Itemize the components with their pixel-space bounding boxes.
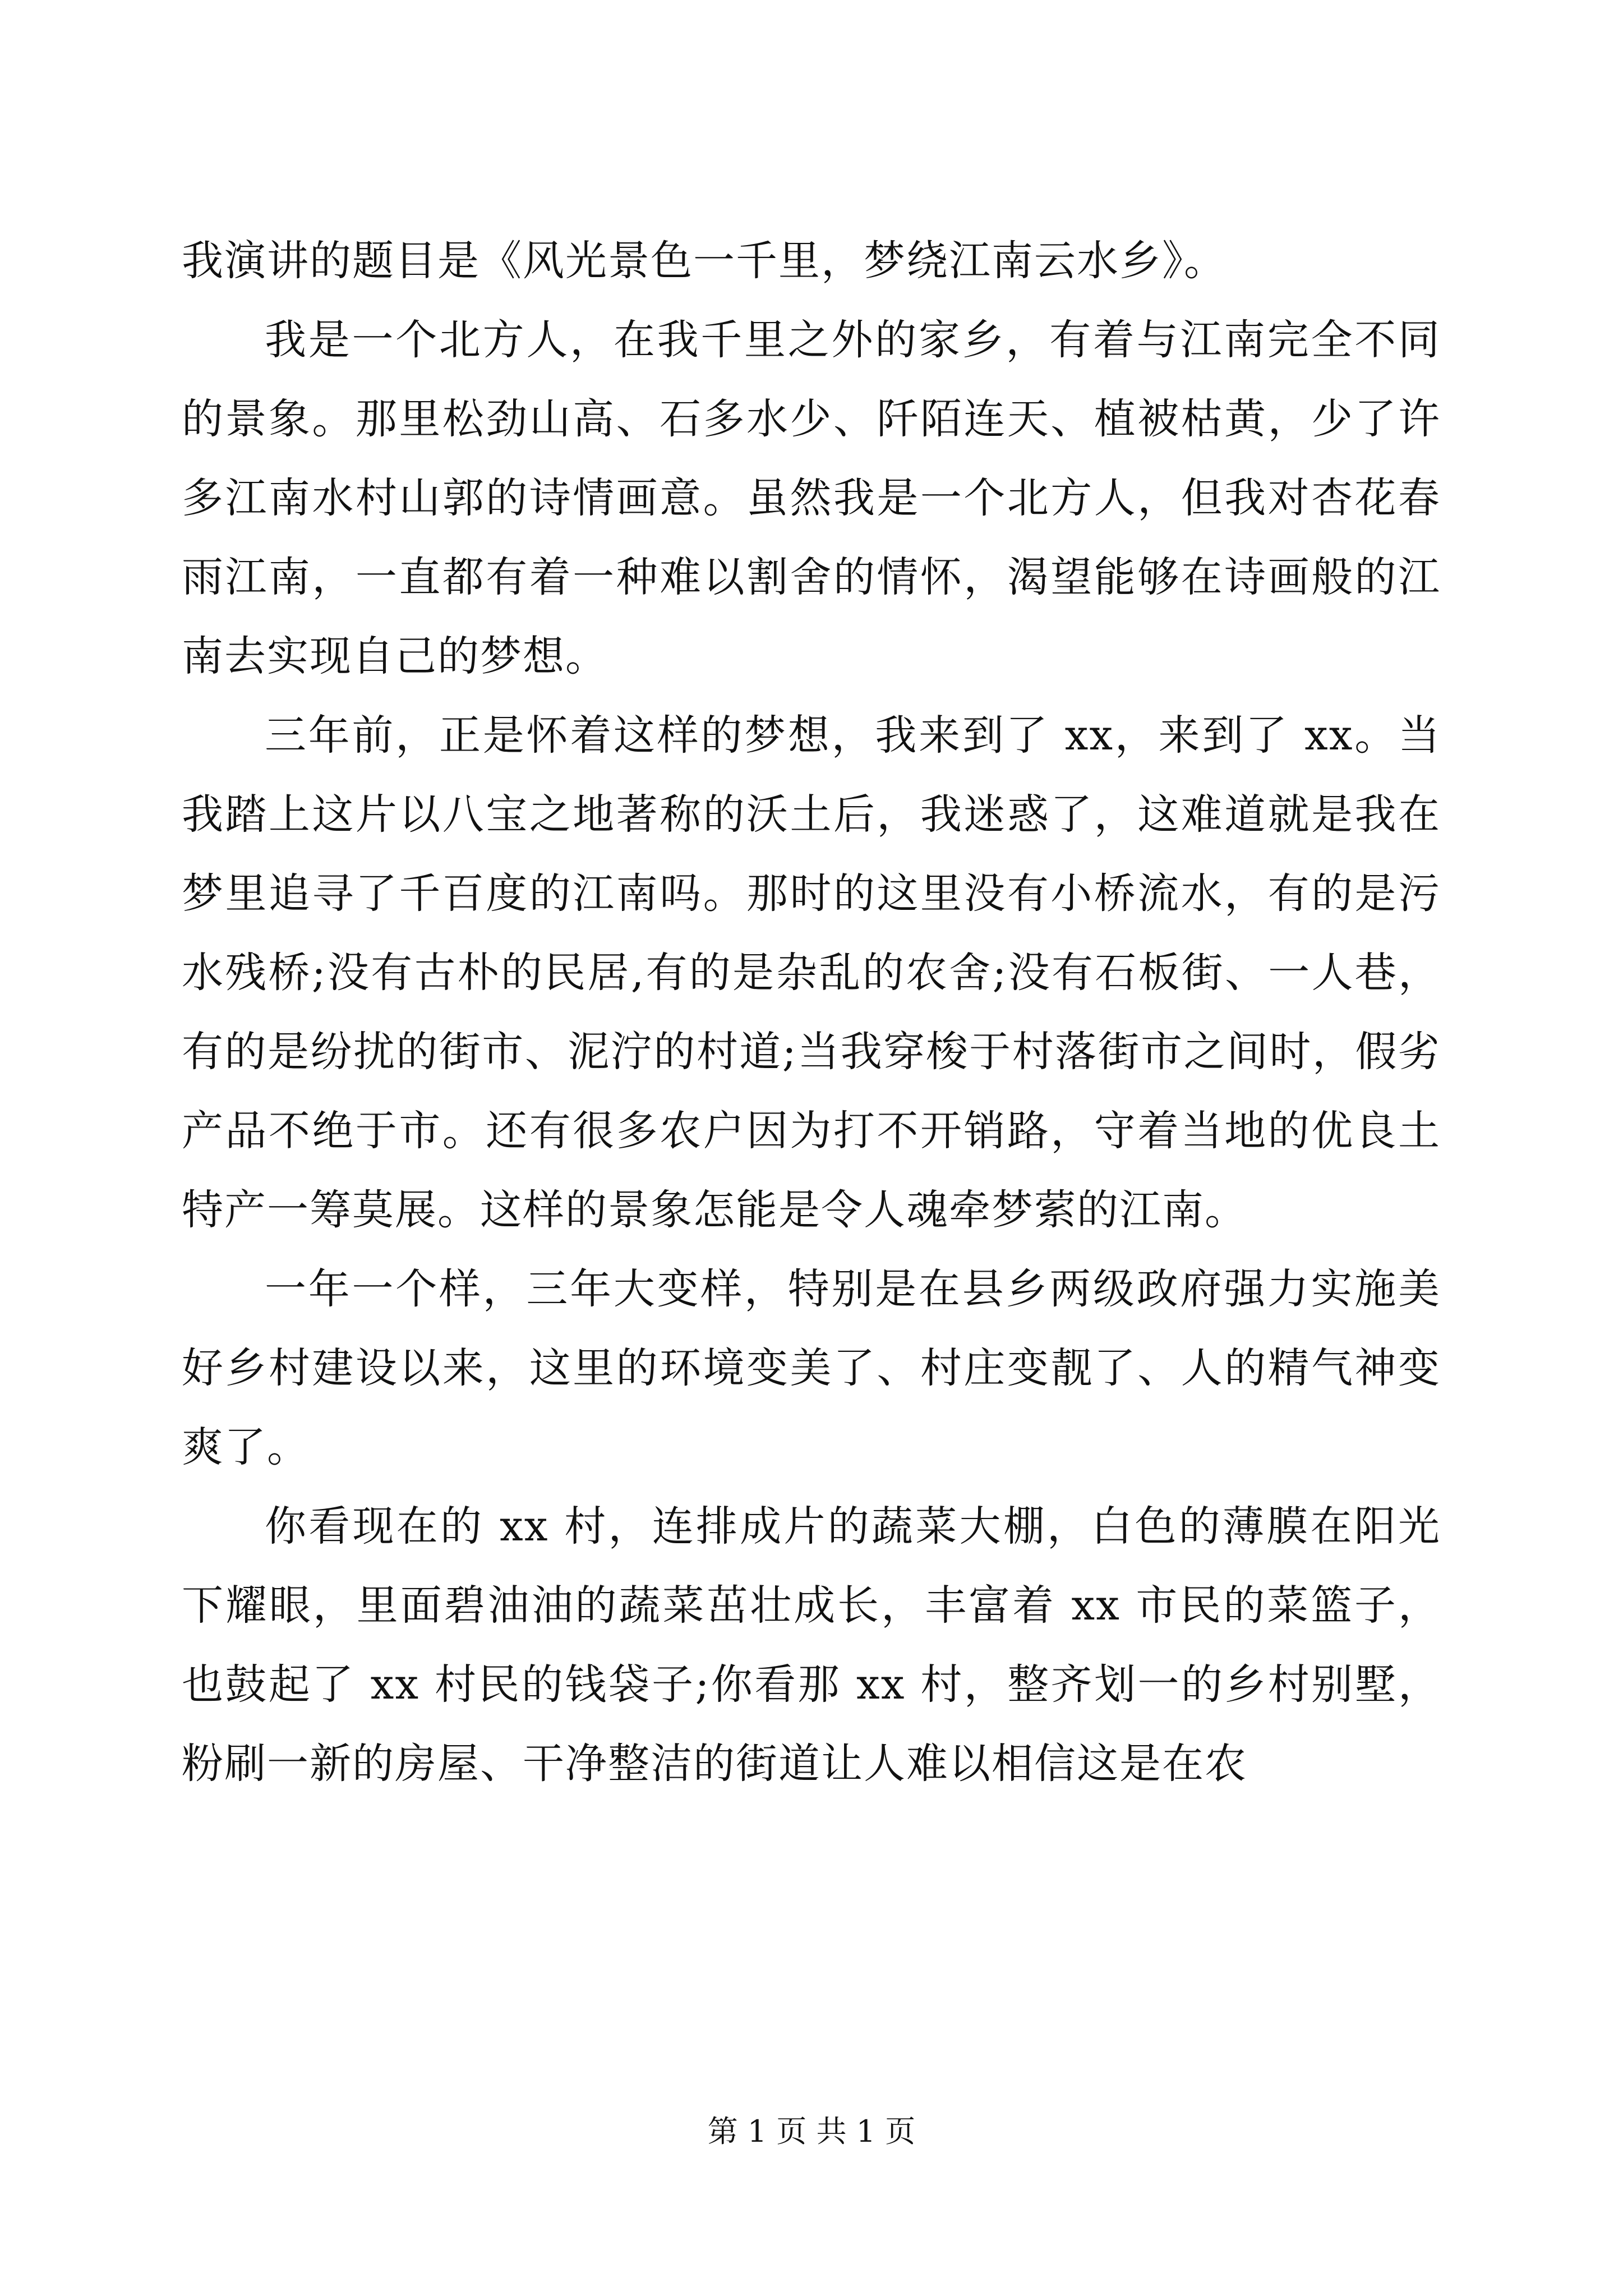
page-number-footer: 第 1 页 共 1 页	[707, 2114, 916, 2149]
paragraph: 一年一个样，三年大变样，特别是在县乡两级政府强力实施美好乡村建设以来，这里的环境变美了、村庄变靓了、人的精气神变爽了。	[182, 1265, 1441, 1471]
paragraph: 我是一个北方人，在我千里之外的家乡，有着与江南完全不同的景象。那里松劲山高、石多水少、阡陌连天、植被枯黄，少了许多江南水村山郭的诗情画意。虽然我是一个北方人，但我对杏花春雨江南，一直都有着一种难以割舍的情怀，渴望能够在诗画般的江南去实现自己的梦想。	[182, 316, 1441, 680]
paragraph-title-line: 我演讲的题目是《风光景色一千里，梦绕江南云水乡》。	[182, 237, 1227, 285]
document-body	[182, 222, 1441, 1803]
paragraph: 三年前，正是怀着这样的梦想，我来到了 xx，来到了 xx。当我踏上这片以八宝之地著称的沃土后，我迷惑了，这难道就是我在梦里追寻了千百度的江南吗。那时的这里没有小桥流水，有的是污水残桥;没有古朴的民居,有的是杂乱的农舍;没有石板街、一人巷，有的是纷扰的街市、泥泞的村道;当我穿梭于村落街市之间时，假劣产品不绝于市。还有很多农户因为打不开销路，守着当地的优良土特产一筹莫展。这样的景象怎能是令人魂牵梦萦的江南。	[182, 711, 1441, 1234]
paragraph: 你看现在的 xx 村，连排成片的蔬菜大棚，白色的薄膜在阳光下耀眼，里面碧油油的蔬菜茁壮成长，丰富着 xx 市民的菜篮子，也鼓起了 xx 村民的钱袋子;你看那 xx 村，整齐划一的乡村别墅，粉刷一新的房屋、干净整洁的街道让人难以相信这是在农	[182, 1502, 1441, 1788]
